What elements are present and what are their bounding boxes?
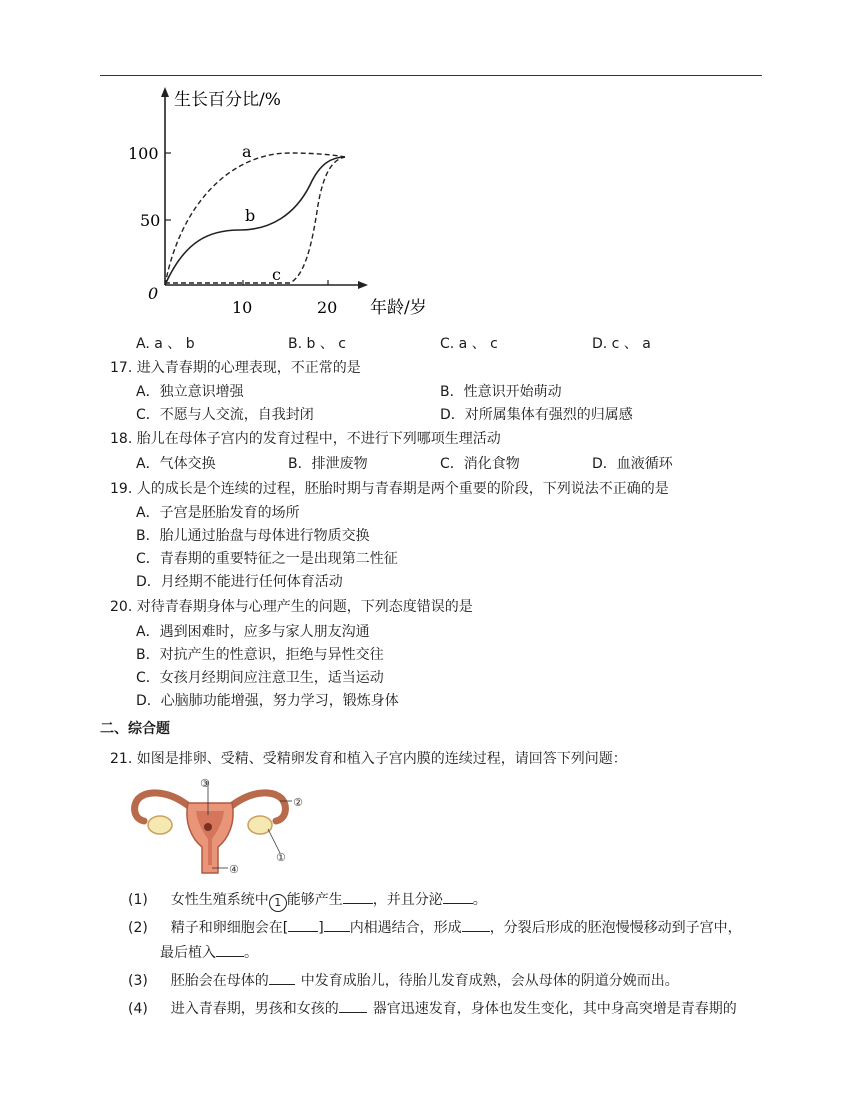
x-tick-10: 10	[232, 298, 253, 317]
ovary-left	[148, 816, 172, 834]
y-axis-arrow	[161, 87, 169, 97]
q16-option-a: A. a 、 b	[136, 336, 195, 352]
q20-option-b: B．对抗产生的性意识，拒绝与异性交往	[136, 647, 384, 663]
q21-part-1: (1) 女性生殖系统中 1 能够产生 ，并且分泌 。	[128, 889, 487, 912]
q19-stem: 19. 人的成长是个连续的过程，胚胎时期与青春期是两个重要的阶段，下列说法不正确的是	[110, 481, 669, 497]
q20-stem: 20. 对待青春期身体与心理产生的问题，下列态度错误的是	[110, 599, 473, 615]
q18-stem: 18. 胎儿在母体子宫内的发育过程中，不进行下列哪项生理活动	[110, 431, 501, 447]
q18-option-b: B．排泄废物	[288, 456, 368, 472]
section-title: 二、综合题	[100, 721, 170, 737]
q16-option-c: C. a 、 c	[440, 336, 498, 352]
label-3: ③	[200, 777, 210, 790]
curve-label-a: a	[242, 142, 252, 161]
blank-6[interactable]	[216, 942, 244, 957]
q21-part-3: (3) 胚胎会在母体的 中发育成胎儿，待胎儿发育成熟，会从母体的阴道分娩而出。	[128, 970, 679, 991]
y-tick-50: 50	[140, 211, 161, 230]
q19-option-a: A．子宫是胚胎发育的场所	[136, 505, 300, 521]
q20-option-d: D．心脑肺功能增强，努力学习，锻炼身体	[136, 693, 399, 709]
q19-option-b: B．胎儿通过胎盘与母体进行物质交换	[136, 528, 370, 544]
q17-option-d: D．对所属集体有强烈的归属感	[440, 407, 633, 423]
q16-option-b: B. b 、 c	[288, 336, 346, 352]
blank-4[interactable]	[324, 917, 350, 932]
blank-2[interactable]	[443, 889, 473, 904]
q21-part-4: (4) 进入青春期，男孩和女孩的 器官迅速发育，身体也发生变化，其中身高突增是青春期的	[128, 998, 737, 1019]
part-3-number: (3)	[128, 973, 148, 989]
q21-part-2: (2) 精子和卵细胞会在[ ] 内相遇结合，形成 ，分裂后形成的胚泡慢慢移动到子宫中，	[128, 917, 742, 938]
blank-1[interactable]	[343, 889, 373, 904]
x-tick-20: 20	[317, 298, 338, 317]
label-1: ①	[276, 851, 286, 864]
ovary-right	[248, 816, 272, 834]
circled-number-1: 1	[269, 894, 287, 912]
q21-part-2-cont: 最后植入 。	[160, 942, 258, 963]
curve-label-c: c	[272, 265, 281, 284]
q17-option-b: B．性意识开始萌动	[440, 384, 562, 400]
blank-7[interactable]	[269, 970, 295, 985]
q18-option-c: C．消化食物	[440, 456, 520, 472]
q19-option-c: C．青春期的重要特征之一是出现第二性征	[136, 551, 398, 567]
y-axis-label: 生长百分比/%	[174, 90, 281, 110]
q17-option-a: A．独立意识增强	[136, 384, 244, 400]
q20-option-c: C．女孩月经期间应注意卫生，适当运动	[136, 670, 384, 686]
embryo	[204, 823, 212, 831]
q17-stem: 17. 进入青春期的心理表现，不正常的是	[110, 360, 361, 376]
label-4: ④	[229, 863, 239, 876]
q20-option-a: A．遇到困难时，应多与家人朋友沟通	[136, 624, 370, 640]
q18-option-a: A．气体交换	[136, 456, 216, 472]
header-rule	[100, 75, 762, 76]
y-tick-100: 100	[128, 144, 159, 163]
x-axis-label: 年龄/岁	[370, 298, 427, 318]
growth-figure	[128, 85, 450, 325]
blank-8[interactable]	[339, 998, 367, 1013]
reproductive-system-figure	[130, 775, 330, 875]
origin-label: 0	[148, 284, 159, 303]
q18-option-d: D．血液循环	[592, 456, 673, 472]
part-1-number: (1)	[128, 892, 148, 908]
blank-5[interactable]	[462, 917, 490, 932]
part-2-number: (2)	[128, 920, 148, 936]
q17-option-c: C．不愿与人交流，自我封闭	[136, 407, 314, 423]
curve-label-b: b	[245, 206, 256, 225]
part-4-number: (4)	[128, 1001, 148, 1017]
q21-stem: 21. 如图是排卵、受精、受精卵发育和植入子宫内膜的连续过程，请回答下列问题：	[110, 751, 627, 767]
label-2: ②	[293, 796, 303, 809]
q16-option-d: D. c 、 a	[592, 336, 651, 352]
x-axis-arrow	[358, 281, 368, 289]
q19-option-d: D．月经期不能进行任何体育活动	[136, 574, 343, 590]
blank-3[interactable]	[288, 917, 318, 932]
